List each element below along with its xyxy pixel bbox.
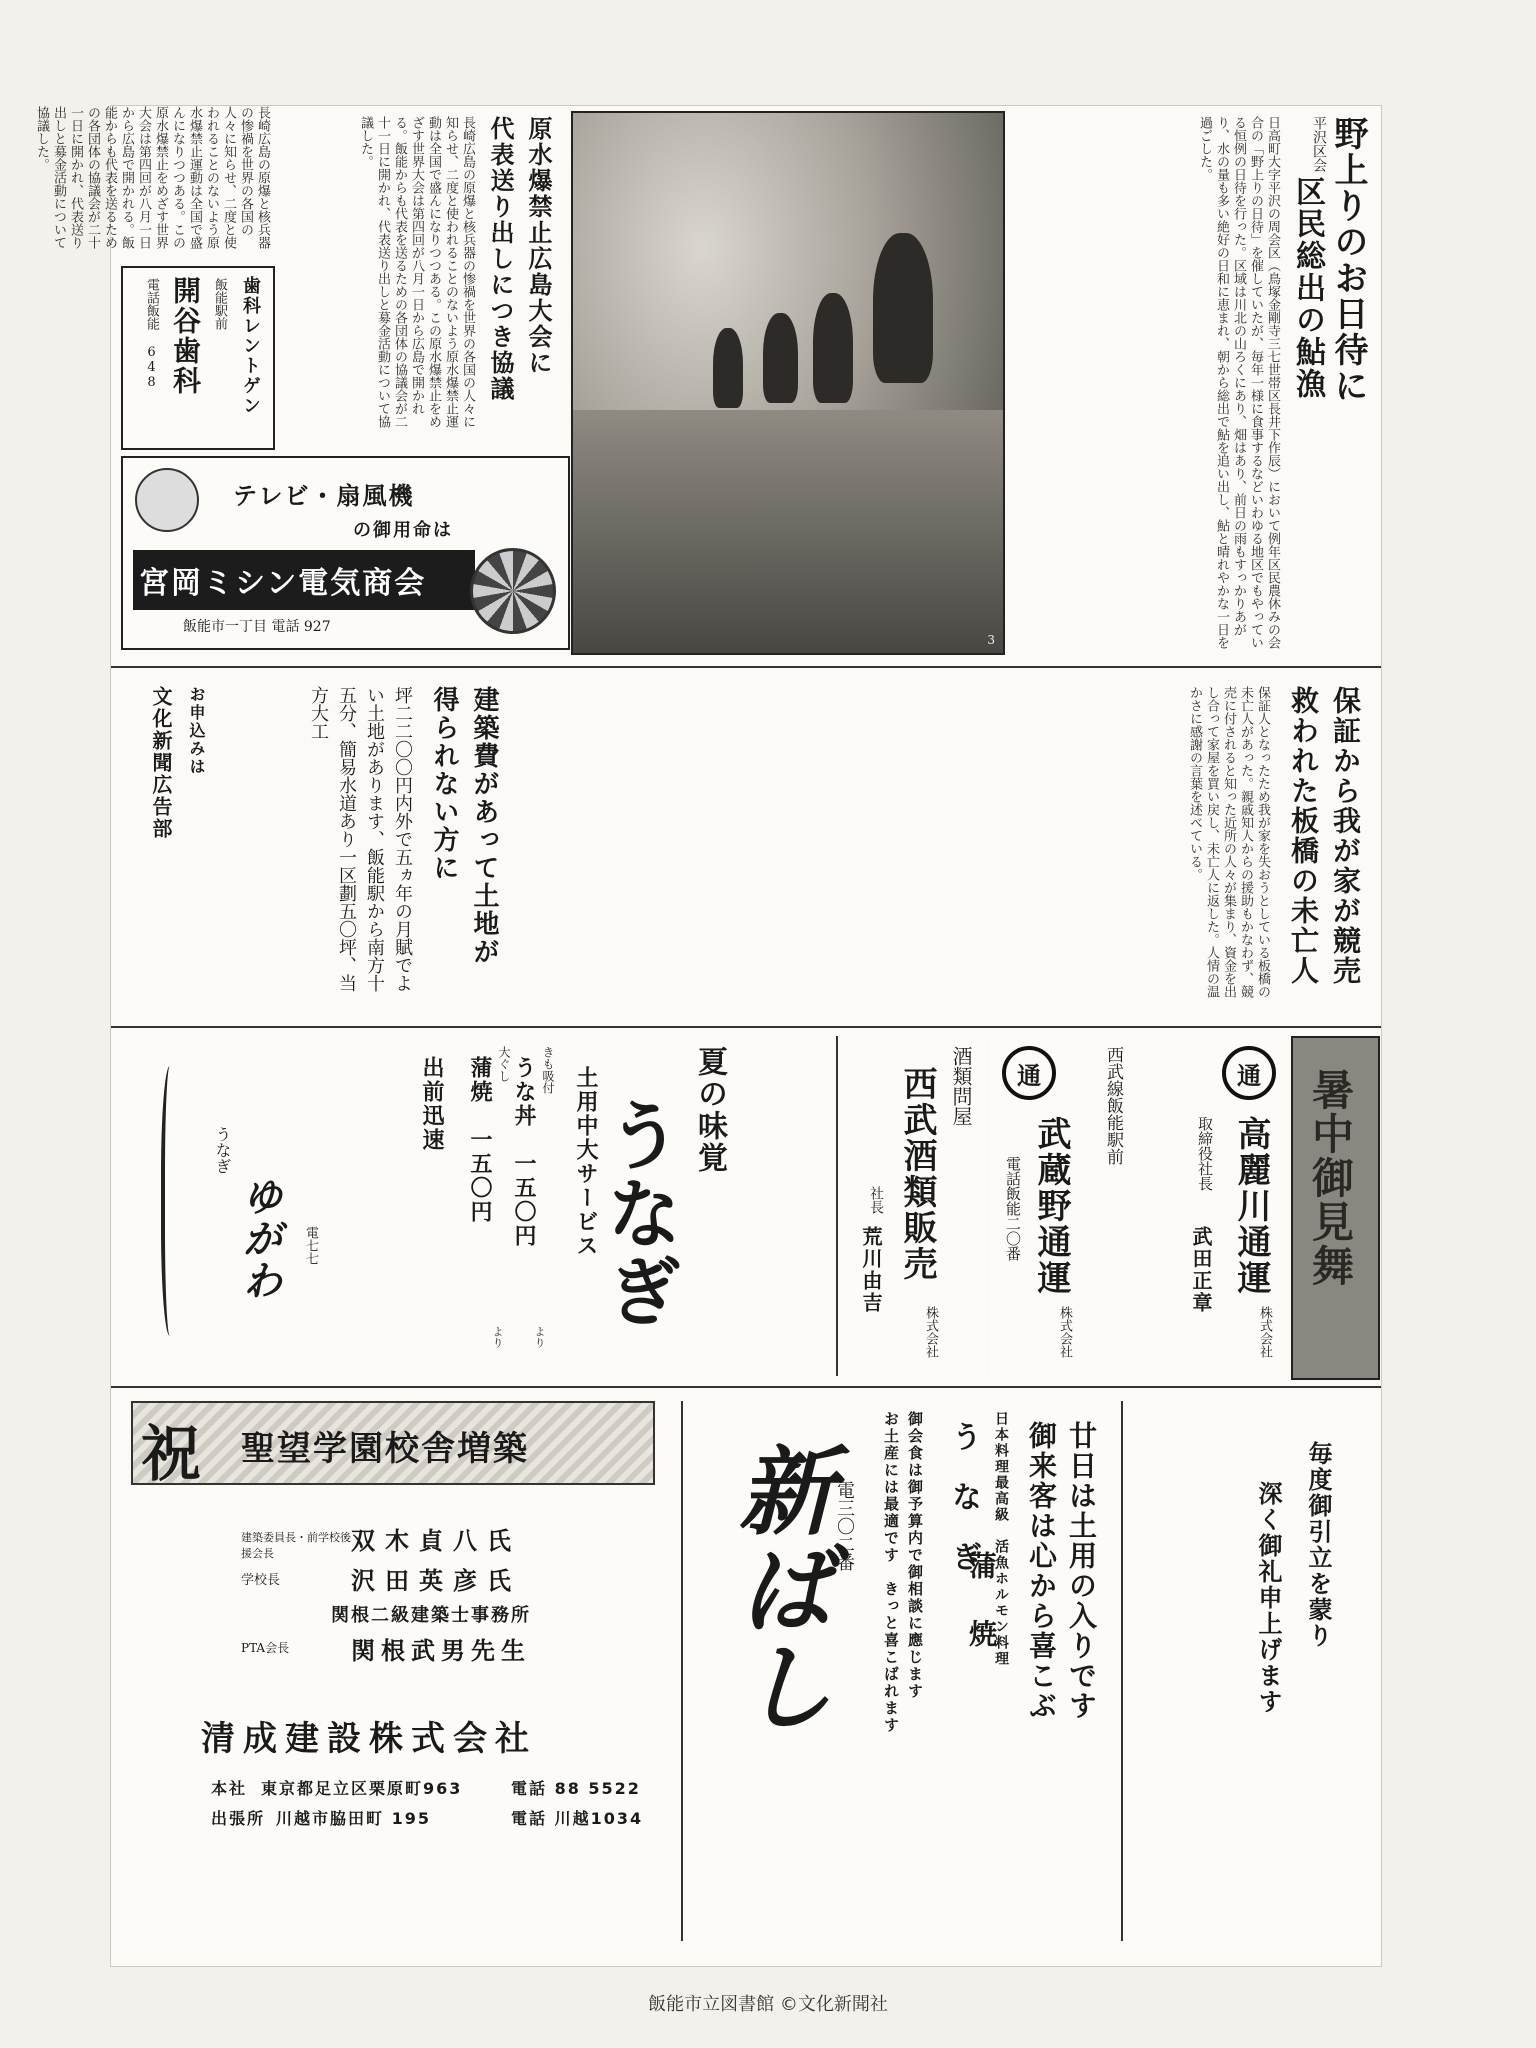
ad-unagi [131, 1036, 831, 1376]
ad-seibo-row-2-name: 沢田英彦氏 [351, 1567, 521, 1595]
photo-figure [763, 313, 798, 403]
ad-seibo [131, 1401, 661, 1946]
ad-seibu-ceo-name: 荒川由吉 [859, 1226, 883, 1314]
ad-dentist [121, 266, 275, 450]
ad-seibo-row-4-name: 関根武男先生 [351, 1637, 531, 1665]
ad-thanks-line-1: 毎度御引立を蒙り [1304, 1441, 1332, 1649]
article-gensui-headline-1: 原水爆禁止広島大会に [524, 116, 552, 376]
ad-tv-line-1: テレビ・扇風機 [233, 482, 415, 510]
ad-unagi-shop-note: うなぎ [213, 1126, 232, 1174]
article-itabashi-body: 保証人となったため我が家を失おうとしている板橋の未亡人があった。親戚知人からの援助もかなわず、競売に付されると知った近所の人々が集まり、資金を出し合って家屋を買い戻し、未亡人に返した。人情の温かさに感謝の言葉を述べている。 [1187, 686, 1270, 998]
ad-restaurant-headline-2: 御来客は心から喜こぶ [1025, 1421, 1058, 1721]
ad-komagawa-name: 高麗川通運 [1231, 1116, 1271, 1296]
ad-unagi-item-1-from: より [533, 1326, 546, 1348]
ad-thanks [1131, 1401, 1376, 1946]
ad-komagawa [1141, 1036, 1286, 1376]
ad-seibo-hq-phone: 電話 88 5522 [511, 1779, 641, 1798]
news-photo [571, 111, 1005, 655]
article-ayu-headline-1: 野上りのお日待に [1328, 116, 1368, 404]
ad-seibo-congrats: 祝 [141, 1420, 203, 1490]
ad-restaurant-line-2: 御会食は御予算内で御相談に應じます [906, 1411, 924, 1700]
article-ayu-kicker: 平沢区会 [1311, 116, 1327, 172]
ad-restaurant-calligraphy-sub: 電三〇二番 [834, 1481, 855, 1571]
ad-musashino-location: 西武線飯能駅前 [1103, 1046, 1123, 1165]
ad-seibo-hq-address: 東京都足立区栗原町963 [261, 1779, 463, 1798]
ad-unagi-item-1-note: きも吸付 [541, 1046, 555, 1094]
ad-musashino-suffix: 株式会社 [1057, 1306, 1072, 1358]
ad-komagawa-ceo-title: 取締役社長 [1196, 1116, 1214, 1191]
ad-komagawa-ceo-name: 武田正章 [1189, 1226, 1213, 1314]
ad-tv-name: 宮岡ミシン電気商会 [133, 550, 475, 610]
ad-seibo-row-2-role: 学校長 [241, 1573, 281, 1588]
ad-seibu-ceo-title: 社長 [868, 1186, 884, 1214]
ad-tv-fan-icon [470, 548, 556, 634]
ad-restaurant-headline-1: 廿日は土用の入りです [1065, 1421, 1098, 1721]
ad-unagi-delivery: 出前迅速 [419, 1056, 444, 1152]
photo-water [573, 410, 1003, 653]
article-gensui-continued [34, 106, 271, 261]
ad-restaurant [691, 1401, 1111, 1946]
ad-land [141, 676, 511, 1016]
ad-restaurant-line-1: お土産には最適です きっと喜こばれます [882, 1411, 900, 1734]
ad-dentist-name: 開谷歯科 [169, 276, 202, 396]
ad-unagi-item-1: うな丼 一五〇円 [511, 1056, 536, 1248]
ad-seibo-branch-address: 川越市脇田町 195 [276, 1809, 431, 1828]
ad-unagi-item-2-note: 大ぐし [497, 1046, 511, 1082]
ad-restaurant-unagi: うなぎ [946, 1421, 981, 1601]
ad-musashino [991, 1036, 1136, 1376]
ad-restaurant-kabayaki: 蒲焼 [965, 1551, 998, 1687]
article-gensui-continued-body: 長崎広島の原爆と核兵器の惨禍を世界の各国の人々に知らせ、二度と使われることのないよう原水爆禁止運動は全国で盛んになりつつある。この原水爆禁止をめざす世界大会は第四回が八月一日から広島で開かれる。飯能からも代表を送るための各団体の協議会が二十一日に開かれ、代表送り出しと募金活動について協議した。 [34, 106, 270, 249]
ad-tv-icon [135, 468, 199, 532]
ad-unagi-shop-name: ゆがわ [236, 1176, 282, 1302]
ad-seibu-label: 酒類問屋 [949, 1046, 973, 1126]
ad-seibo-row-4-role: PTA会長 [241, 1641, 290, 1655]
ad-musashino-phone: 電話飯能二〇番 [1004, 1156, 1022, 1261]
ad-unagi-shop-phone: 電七七 [303, 1226, 318, 1265]
ad-divider [1121, 1401, 1123, 1941]
section-divider [111, 1026, 1381, 1028]
ad-land-body: 坪二二〇〇円内外で五ヵ年の月賦でよい土地があります、飯能駅から南方十五分、簡易水道あり一区劃五〇坪、当方大工 [308, 686, 413, 992]
ad-land-headline-1: 建築費があって土地が [469, 686, 499, 966]
ad-tv [121, 456, 570, 650]
photo-figure [873, 233, 933, 383]
ad-omimai [1291, 1036, 1380, 1380]
ad-unagi-item-2-from: より [491, 1326, 504, 1348]
article-itabashi [591, 676, 1371, 1016]
ad-dentist-phone: 電話飯能 648 [144, 278, 159, 390]
article-ayu [1011, 106, 1381, 666]
ad-unagi-item-2: 蒲焼 一五〇円 [467, 1056, 492, 1224]
ad-thanks-line-2: 深く御礼申上げます [1254, 1481, 1282, 1715]
ad-restaurant-line-3: 日本料理最高級 活魚ホルモン料理 [993, 1411, 1009, 1667]
ad-omimai-text: 暑中御見舞 [1306, 1068, 1355, 1288]
newspaper-page [34, 105, 1382, 1967]
ad-dentist-label: 歯科レントゲン [240, 276, 261, 416]
article-itabashi-headline-1: 保証から我が家が競売 [1329, 686, 1362, 986]
article-gensui-headline-2: 代表送り出しにつき協議 [486, 116, 514, 402]
ad-komagawa-suffix: 株式会社 [1257, 1306, 1272, 1358]
eel-illustration-icon [161, 1066, 183, 1336]
ad-land-headline-2: 得られない方に [429, 686, 459, 882]
ad-seibo-row-3: 関根二級建築士事務所 [331, 1605, 531, 1626]
ad-tv-line-2: の御用命は [353, 520, 453, 541]
ad-komagawa-seal: 通 [1222, 1046, 1276, 1100]
article-gensui [281, 106, 566, 446]
article-ayu-body: 日高町大字平沢の周会区（鳥塚金剛寺三七世帯区長井下作辰）において例年区民農休みの会合の「野上りの日待」を催していたが、毎年一様に食事するなどいわゆる地区でもやっている恒例の日待を行った。区域は川北の山ろくにあり、畑はあり、前日の雨もすっかりあがり、水の量も多い絶好の日和に恵まれ、朝から総出で鮎を追い出し、鮎と晴れやかな一日を過ごした。 [1197, 116, 1280, 649]
article-ayu-headline-2: 区民総出の鮎漁 [1290, 176, 1325, 400]
ad-musashino-name: 武蔵野通運 [1031, 1116, 1071, 1296]
photo-figure [813, 293, 853, 403]
article-itabashi-headline-2: 救われた板橋の未亡人 [1287, 686, 1320, 986]
ad-seibo-row-1-role: 建築委員長・前学校後援会長 [241, 1531, 351, 1560]
section-divider [111, 1386, 1381, 1388]
ad-divider [836, 1036, 838, 1376]
ad-seibo-company: 清成建設株式会社 [201, 1719, 537, 1759]
ad-seibo-hq-label: 本社 [211, 1779, 248, 1798]
footer-credit: 飯能市立図書館 ©文化新聞社 [648, 1994, 888, 2015]
ad-seibo-title: 聖望学園校舎増築 [241, 1429, 529, 1469]
ad-tv-address: 飯能市一丁目 電話 927 [183, 619, 331, 635]
photo-caption-number: 3 [987, 633, 995, 647]
photo-figure [713, 328, 743, 408]
article-gensui-body: 長崎広島の原爆と核兵器の惨禍を世界の各国の人々に知らせ、二度と使われることのないよう原水爆禁止運動は全国で盛んになりつつある。この原水爆禁止をめざす世界大会は第四回が八月一日から広島で開かれる。飯能からも代表を送るための各団体の協議会が二十一日に開かれ、代表送り出しと募金活動について協議した。 [358, 116, 475, 428]
section-divider [111, 666, 1381, 668]
ad-seibu [841, 1036, 986, 1376]
ad-dentist-location: 飯能駅前 [212, 278, 227, 330]
ad-seibu-suffix: 株式会社 [923, 1306, 938, 1358]
ad-unagi-sub: 土用中大サービス [573, 1066, 598, 1258]
ad-musashino-seal: 通 [1002, 1046, 1056, 1100]
ad-seibo-branch-label: 出張所 [211, 1809, 266, 1828]
ad-land-contact-name: 文化新聞広告部 [149, 686, 173, 840]
ad-restaurant-calligraphy: 新ばし [723, 1441, 835, 1735]
ad-seibo-row-1-name: 双木貞八氏 [351, 1527, 521, 1555]
ad-seibo-branch-phone: 電話 川越1034 [511, 1809, 644, 1828]
ad-unagi-title-2: うなぎ [594, 1096, 683, 1330]
ad-unagi-title-1: 夏の味覚 [692, 1046, 727, 1174]
ad-seibu-name: 西武酒類販売 [897, 1066, 937, 1282]
ad-land-contact-label: お申込みは [187, 686, 206, 776]
ad-divider [681, 1401, 683, 1941]
